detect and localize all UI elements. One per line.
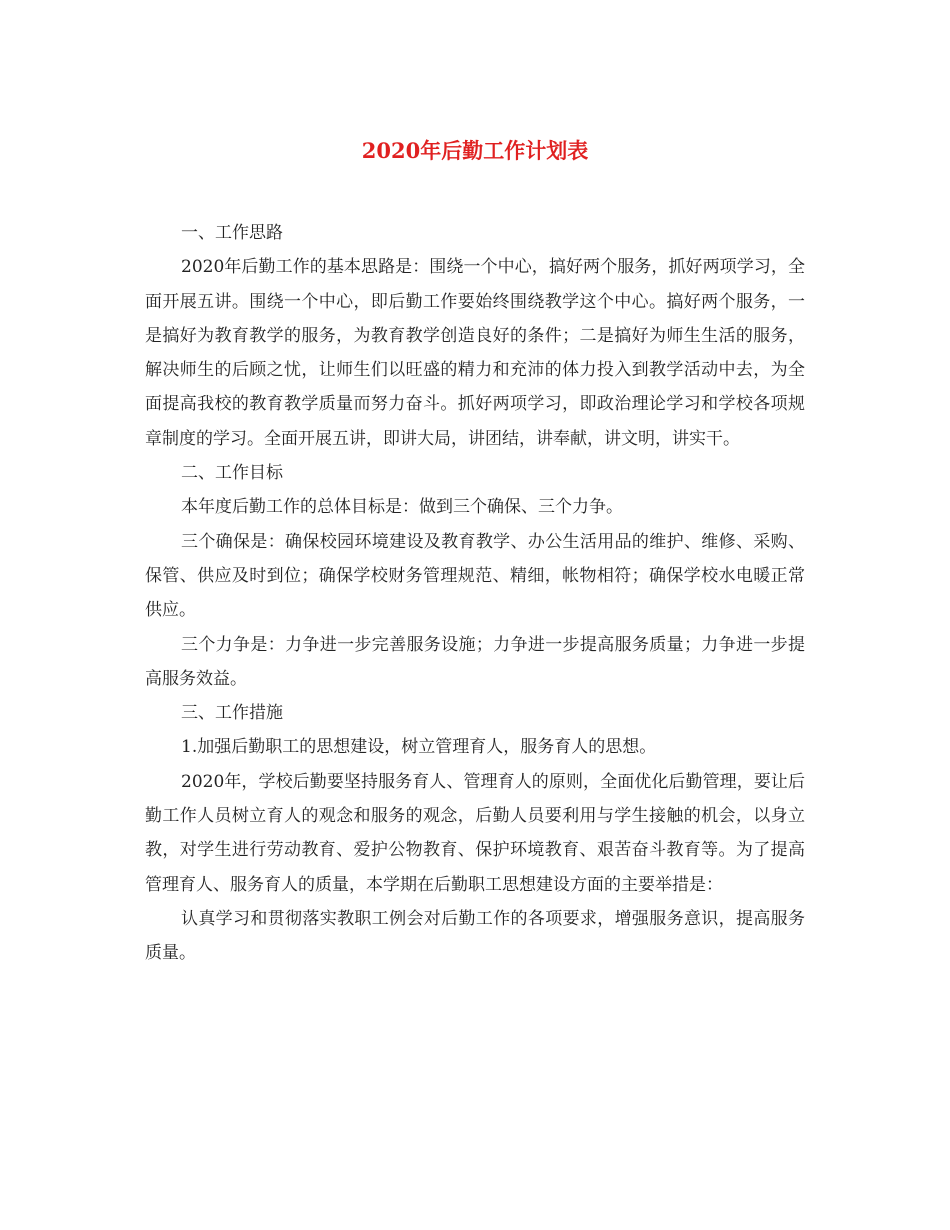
paragraph-study-requirements: 认真学习和贯彻落实教职工例会对后勤工作的各项要求，增强服务意识，提高服务质量。 [145,908,805,964]
section-heading-work-ideas: 一、工作思路 [181,223,283,243]
paragraph-three-ensures: 三个确保是：确保校园环境建设及教育教学、办公生活用品的维护、维修、采购、保管、供应及时到位；确保学校财务管理规范、精细，帐物相符；确保学校水电暖正常供应。 [145,531,805,621]
document-title: 2020年后勤工作计划表 [361,138,589,163]
paragraph-measure-1-detail: 2020年，学校后勤要坚持服务育人、管理育人的原则，全面优化后勤管理，要让后勤工作人员树立育人的观念和服务的观念，后勤人员要利用与学生接触的机会，以身立教，对学生进行劳动教育、爱护公物教育、保护环境教育、艰苦奋斗教育等。为了提高管理育人、服务育人的质量，本学期在后勤职工思想建设方面的主要举措是： [145,771,805,895]
section-heading-work-goals: 二、工作目标 [181,463,283,484]
section-heading-work-measures: 三、工作措施 [181,703,283,724]
paragraph-work-ideas: 2020年后勤工作的基本思路是：围绕一个中心，搞好两个服务，抓好两项学习，全面开展五讲。围绕一个中心，即后勤工作要始终围绕教学这个中心。搞好两个服务，一是搞好为教育教学的服务，为教育教学创造良好的条件；二是搞好为师生生活的服务，解决师生的后顾之忧，让师生们以旺盛的精力和充沛的体力投入到教学活动中去，为全面提高我校的教育教学质量而努力奋斗。抓好两项学习，即政治理论学习和学校各项规章制度的学习。全面开展五讲，即讲大局，讲团结，讲奉献，讲文明，讲实干。 [145,257,805,449]
paragraph-measure-1: 1.加强后勤职工的思想建设，树立管理育人，服务育人的思想。 [181,737,657,758]
paragraph-three-strives: 三个力争是：力争进一步完善服务设施；力争进一步提高服务质量；力争进一步提高服务效益。 [145,634,805,689]
document-body [145,216,805,971]
paragraph-overall-goal: 本年度后勤工作的总体目标是：做到三个确保、三个力争。 [181,497,623,518]
